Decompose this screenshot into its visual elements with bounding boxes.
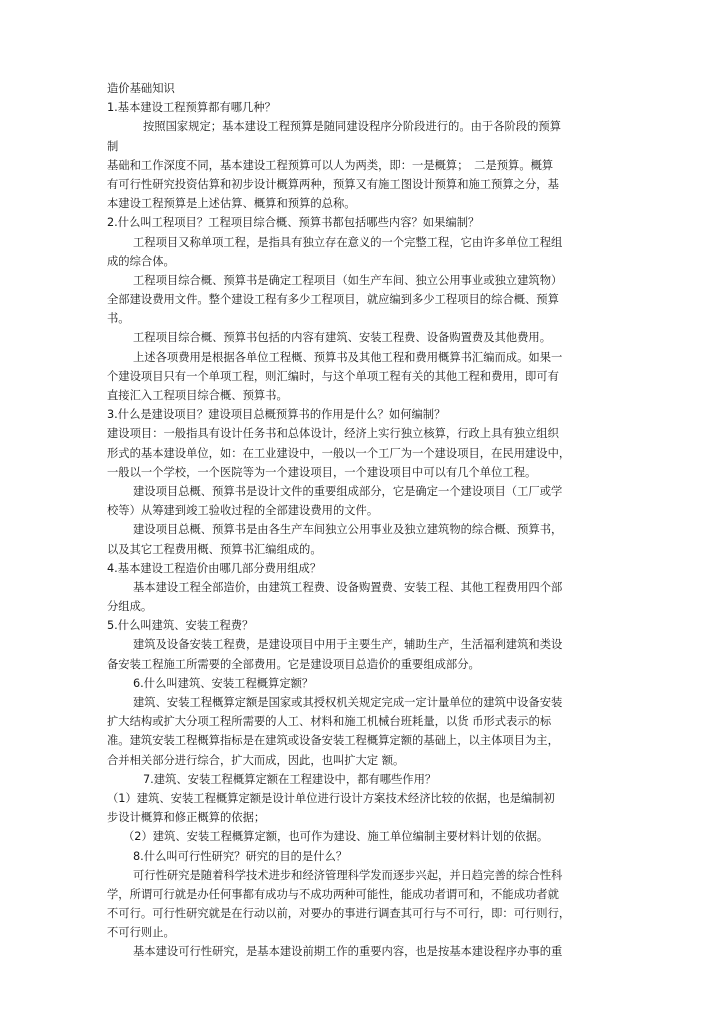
paragraph-line: 形式的基本建设单位，如：在工业建设中，一般以一个工厂为一个建设项目，在民用建设中， xyxy=(107,446,571,460)
paragraph-line: 工程项目综合概、预算书是确定工程项目（如生产车间、独立公用事业或独立建筑物） xyxy=(133,273,563,287)
paragraph-line: 按照国家规定；基本建设工程预算是随同建设程序分阶段进行的。由于各阶段的预算 xyxy=(143,120,561,134)
paragraph-line: 基本建设可行性研究，是基本建设前期工作的重要内容，也是按基本建设程序办事的重 xyxy=(133,945,563,959)
paragraph-line: 有可行性研究投资估算和初步设计概算两种，预算又有施工图设计预算和施工预算之分，基 xyxy=(107,177,559,191)
paragraph-line: 建设项目总概、预算书是设计文件的重要组成部分，它是确定一个建设项目（工厂或学 xyxy=(133,484,563,498)
paragraph-line: 以及其它工程费用概、预算书汇编组成的。 xyxy=(107,542,322,556)
paragraph-line: 分组成。 xyxy=(107,600,153,614)
question-heading-2: 2.什么叫工程项目？工程项目综合概、预算书都包括哪些内容？如果编制？ xyxy=(107,216,480,230)
paragraph-line: 校等）从筹建到竣工验收过程的全部建设费用的文件。 xyxy=(107,504,379,518)
paragraph-line: 直接汇入工程项目综合概、预算书。 xyxy=(107,389,288,402)
question-heading-8: 8.什么叫可行性研究？研究的目的是什么？ xyxy=(133,849,348,863)
paragraph-line: 全部建设费用文件。整个建设工程有多少工程项目，就应编到多少工程项目的综合概、预算 xyxy=(107,293,559,307)
paragraph-line: 备安装工程施工所需要的全部费用。它是建设项目总造价的重要组成部分。 xyxy=(107,657,480,671)
paragraph-line: 不可行则止。 xyxy=(107,926,175,940)
document-body xyxy=(107,79,618,962)
paragraph-line: 准。建筑安装工程概算指标是在建筑或设备安装工程概算定额的基础上，以主体项目为主， xyxy=(107,734,559,748)
paragraph-line: 上述各项费用是根据各单位工程概、预算书及其他工程和费用概算书汇编而成。如果一 xyxy=(133,350,563,364)
question-heading-1: 1.基本建设工程预算都有哪几种？ xyxy=(107,101,276,115)
question-heading-4: 4.基本建设工程造价由哪几部分费用组成？ xyxy=(107,561,322,575)
paragraph-line: 建筑及设备安装工程费，是建设项目中用于主要生产，辅助生产，生活福利建筑和类设 xyxy=(133,638,563,652)
paragraph-line: 建设项目：一般指具有设计任务书和总体设计，经济上实行独立核算，行政上具有独立组织 xyxy=(107,427,559,441)
paragraph-line: 工程项目综合概、预算书包括的内容有建筑、安装工程费、设备购置费及其他费用。 xyxy=(133,331,551,345)
paragraph-line: 建设项目总概、预算书是由各生产车间独立公用事业及独立建筑物的综合概、预算书， xyxy=(133,523,563,537)
paragraph-line: 成的综合体。 xyxy=(107,254,175,268)
paragraph-line: 个建设项目只有一个单项工程，则汇编时，与这个单项工程有关的其他工程和费用，即可有 xyxy=(107,369,559,383)
question-heading-6: 6.什么叫建筑、安装工程概算定额？ xyxy=(133,676,314,690)
paragraph-line: 基础和工作深度不同，基本建设工程预算可以人为两类，即：一是概算； 二是预算。概算 xyxy=(107,158,554,172)
paragraph-line: 建筑、安装工程概算定额是国家或其授权机关规定完成一定计量单位的建筑中设备安装 xyxy=(133,696,563,709)
paragraph-line: 不可行。可行性研究就是在行动以前，对要办的事进行调查其可行与不可行，即：可行则行， xyxy=(107,907,571,921)
paragraph-line: 制 xyxy=(107,139,119,153)
question-heading-5: 5.什么叫建筑、安装工程费？ xyxy=(107,619,254,633)
paragraph-line: 书。 xyxy=(107,312,130,326)
question-heading-7: 7.建筑、安装工程概算定额在工程建设中，都有哪些作用？ xyxy=(143,772,437,786)
paragraph-line: 合并相关部分进行综合，扩大而成，因此，也叫扩大定 额。 xyxy=(107,753,405,767)
paragraph-line: （1）建筑、安装工程概算定额是设计单位进行设计方案技术经济比较的依据，也是编制初 xyxy=(107,791,555,805)
paragraph-line: 本建设工程预算是上述估算、概算和预算的总称。 xyxy=(107,197,356,211)
paragraph-line: 扩大结构或扩大分项工程所需要的人工、材料和施工机械台班耗量，以货 币形式表示的标 xyxy=(107,715,552,729)
question-heading-3: 3.什么是建设项目？建设项目总概预算书的作用是什么？如何编制？ xyxy=(107,408,446,422)
paragraph-line: 步设计概算和修正概算的依据； xyxy=(107,811,266,825)
paragraph-line: （2）建筑、安装工程概算定额，也可作为建设、施工单位编制主要材料计划的依据。 xyxy=(123,830,549,844)
paragraph-line: 一般以一个学校，一个医院等为一个建设项目，一个建设项目中可以有几个单位工程。 xyxy=(107,465,537,479)
paragraph-line: 基本建设工程全部造价，由建筑工程费、设备购置费、安装工程、其他工程费用四个部 xyxy=(133,580,563,594)
paragraph-line: 工程项目又称单项工程，是指具有独立存在意义的一个完整工程，它由许多单位工程组 xyxy=(133,235,563,249)
paragraph-line: 学，所谓可行就是办任何事都有成功与不成功两种可能性，能成功者谓可和，不能成功者就 xyxy=(107,887,559,901)
paragraph-line: 可行性研究是随着科学技术进步和经济管理科学发而逐步兴起，并日趋完善的综合性科 xyxy=(133,868,563,882)
document-title: 造价基础知识 xyxy=(107,82,175,95)
